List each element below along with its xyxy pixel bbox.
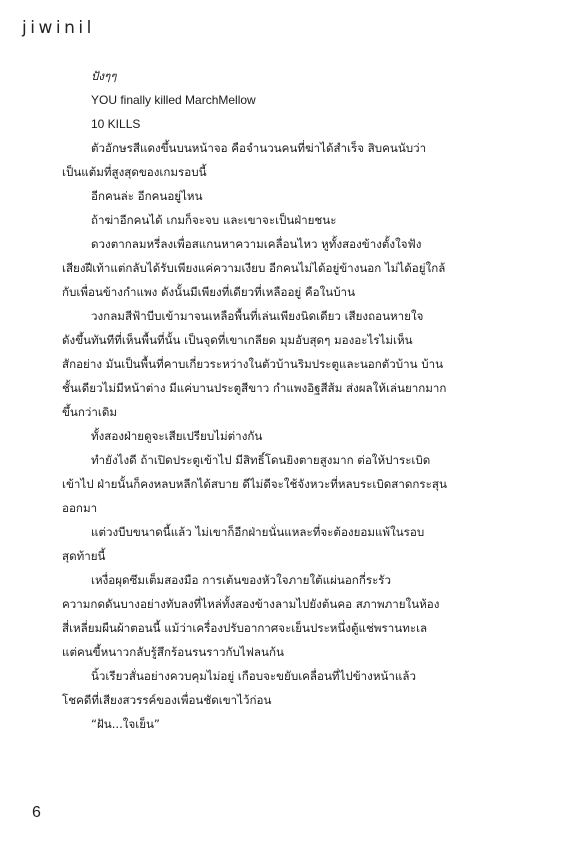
text-line: “ฝัน...ใจเย็น”	[91, 717, 160, 731]
text-line: โชคดีที่เสียงสวรรค์ของเพื่อนชัดเขาไว้ก่อน	[62, 693, 272, 707]
text-line: ชั้นเดียวไม่มีหน้าต่าง มีแค่บานประตูสีขาว กำแพงอิฐสีส้ม ส่งผลให้เล่นยากมาก	[62, 381, 447, 395]
text-line: เข้าไป ฝ่ายนั้นก็คงหลบหลีกได้สบาย ดีไม่ดีจะใช้จังหวะที่หลบระเบิดสาดกระสุน	[62, 477, 447, 491]
text-line: ทำยังไงดี ถ้าเปิดประตูเข้าไป มีสิทธิ์โดนยิงตายสูงมาก ต่อให้ปาระเบิด	[91, 453, 431, 467]
text-line: เสียงฝีเท้าแต่กลับได้รับเพียงแค่ความเงียบ อีกคนไม่ได้อยู่ข้างนอก ไม่ได้อยู่ใกล้	[62, 261, 446, 275]
text-line: เหงื่อผุดซึมเต็มสองมือ การเต้นของหัวใจภายใต้แผ่นอกกี่ระรัว	[91, 573, 392, 587]
text-line: สี่เหลี่ยมผืนผ้าตอนนี้ แม้ว่าเครื่องปรับอากาศจะเย็นประหนึ่งตู้แช่พรานทะเล	[62, 621, 428, 635]
text-line: ขึ้นกว่าเดิม	[62, 405, 118, 419]
text-line: สักอย่าง มันเป็นพื้นที่คาบเกี่ยวระหว่างในตัวบ้านริมประตูและนอกตัวบ้าน บ้าน	[62, 357, 444, 371]
text-line: ถ้าฆ่าอีกคนได้ เกมก็จะจบ และเขาจะเป็นฝ่ายชนะ	[91, 213, 337, 227]
text-line: ออกมา	[62, 501, 98, 515]
text-line: ตัวอักษรสีแดงขึ้นบนหน้าจอ คือจำนวนคนที่ฆ่าได้สำเร็จ สิบคนนับว่า	[91, 141, 427, 155]
page-number: 6	[32, 804, 41, 821]
text-line: 10 KILLS	[91, 117, 141, 131]
text-line: ดังขึ้นทันทีที่เห็นพื้นที่นั้น เป็นจุดที่เขาเกลียด มุมอับสุดๆ มองอะไรไม่เห็น	[62, 333, 413, 347]
body-text	[62, 64, 502, 736]
text-line: อีกคนล่ะ อีกคนอยู่ไหน	[91, 189, 203, 203]
text-line: ปังๆๆ	[91, 69, 117, 83]
text-line: แต่คนขี้หนาวกลับรู้สึกร้อนรนราวกับไฟลนก้น	[62, 645, 284, 659]
running-header: jiwinil	[22, 18, 95, 38]
text-line: ดวงตากลมหรี่ลงเพื่อสแกนหาความเคลื่อนไหว หูทั้งสองข้างตั้งใจฟัง	[91, 237, 422, 251]
text-line: กับเพื่อนข้างกำแพง ดังนั้นมีเพียงที่เดียวที่เหลืออยู่ คือในบ้าน	[62, 285, 355, 299]
text-line: ความกดดันบางอย่างทับลงที่ไหล่ทั้งสองข้างลามไปยังต้นคอ สภาพภายในห้อง	[62, 597, 440, 611]
text-line: เป็นแต้มที่สูงสุดของเกมรอบนี้	[62, 165, 207, 179]
text-line: YOU finally killed MarchMellow	[91, 93, 256, 107]
text-line: สุดท้ายนี้	[62, 549, 106, 563]
text-line: ทั้งสองฝ่ายดูจะเสียเปรียบไม่ต่างกัน	[91, 429, 263, 443]
text-line: นิ้วเรียวสั่นอย่างควบคุมไม่อยู่ เกือบจะขยับเคลื่อนที่ไปข้างหน้าแล้ว	[91, 669, 417, 683]
text-line: วงกลมสีฟ้าบีบเข้ามาจนเหลือพื้นที่เล่นเพียงนิดเดียว เสียงถอนหายใจ	[91, 309, 424, 323]
text-line: แต่วงบีบขนาดนี้แล้ว ไม่เขาก็อีกฝ่ายนั่นแหละที่จะต้องยอมแพ้ในรอบ	[91, 525, 425, 539]
